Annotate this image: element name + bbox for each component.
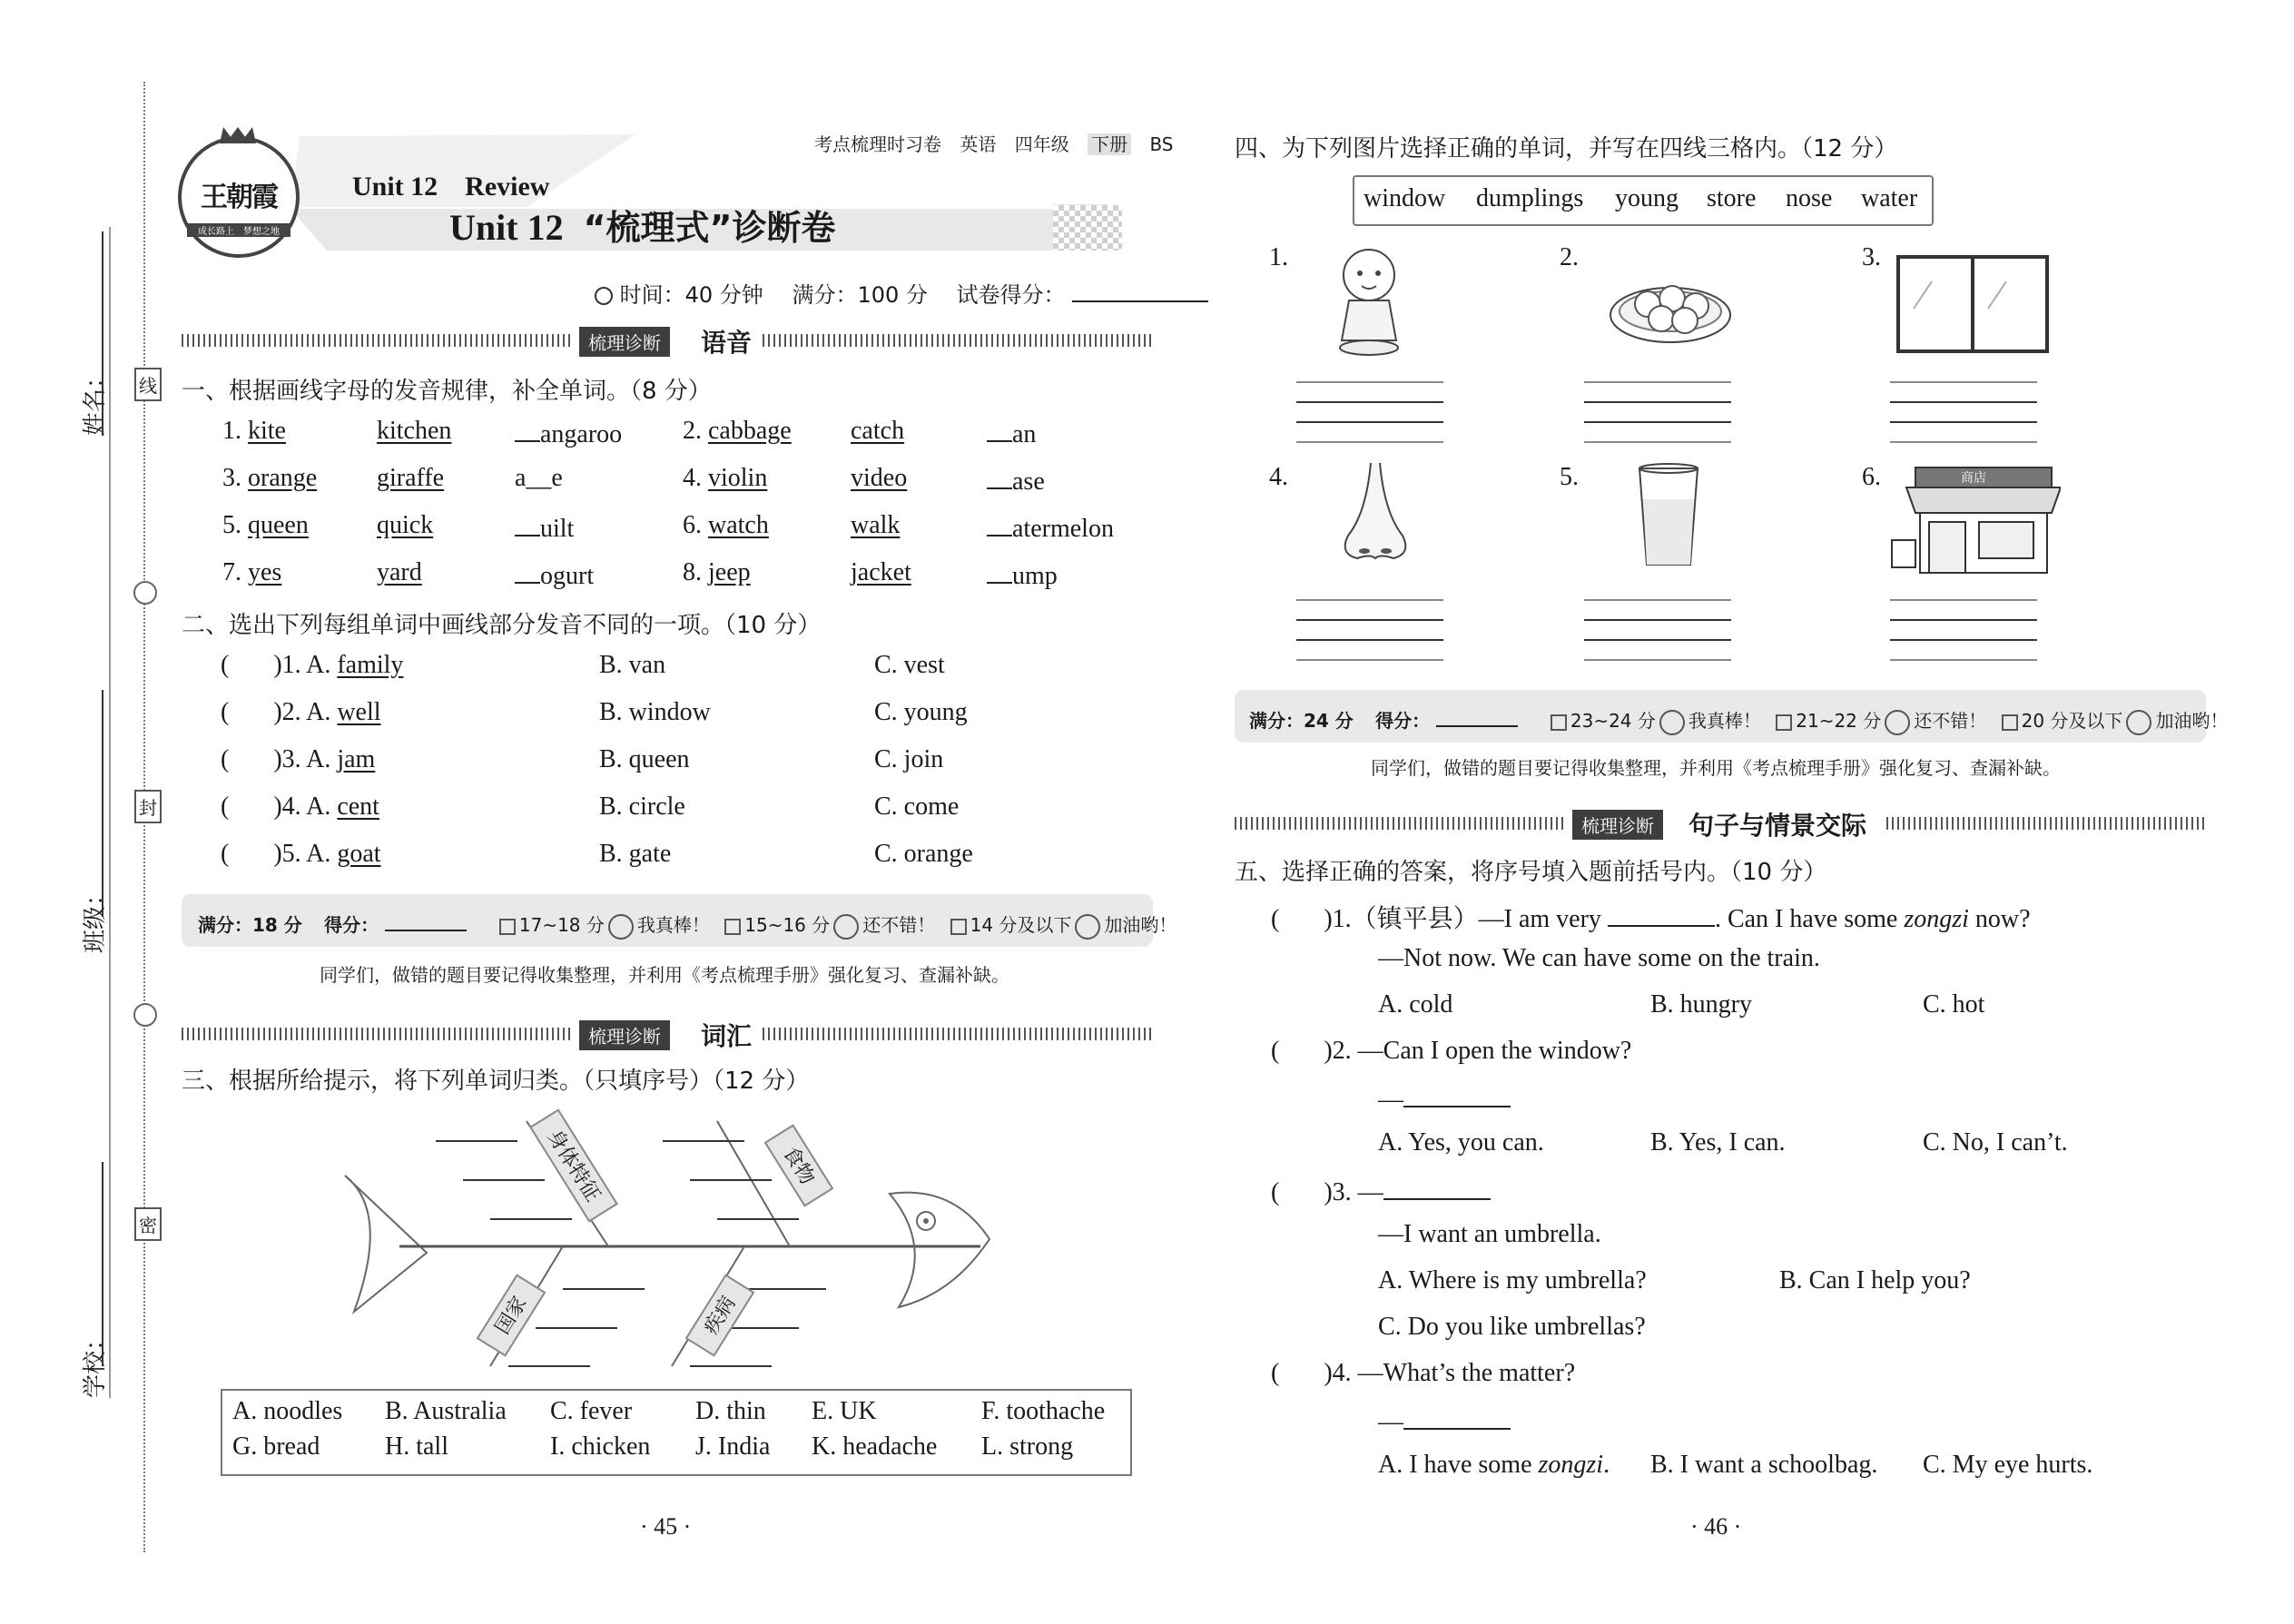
page-title	[449, 200, 836, 250]
title-unit: Unit 12	[449, 207, 564, 248]
section-header-vocab	[182, 1021, 1153, 1051]
q3-option: H. tall	[385, 1432, 448, 1461]
range-3: 20 分及以下	[2021, 710, 2123, 732]
word: yes	[248, 558, 282, 586]
answer-blank[interactable]	[1608, 901, 1715, 927]
logo-motto: 成长路上 梦想之地	[187, 223, 290, 237]
mark-seal: 封	[134, 790, 162, 823]
q4-item-number: 4.	[1269, 463, 1288, 491]
q1-item	[222, 464, 317, 493]
page-number-left: · 45 ·	[640, 1513, 692, 1540]
answer-bracket[interactable]: (	[221, 651, 274, 679]
q2-option-b: B. gate	[599, 840, 672, 868]
q5-reply-2	[1378, 1082, 1511, 1115]
q2-item	[221, 745, 375, 774]
q3-option: C. fever	[550, 1397, 633, 1425]
question-stem: )3. —	[1324, 1178, 1383, 1206]
band-score-field[interactable]	[1436, 707, 1518, 727]
q1-item	[683, 464, 767, 493]
score-band-content	[1249, 706, 2228, 735]
baby-picture	[1324, 241, 1414, 359]
answer-bracket[interactable]: (	[221, 698, 274, 726]
q5-option: C. No, I can’t.	[1923, 1128, 2068, 1156]
divider-right	[763, 334, 1153, 347]
section-tag: 梳理诊断	[579, 327, 670, 357]
section-header-phonics	[182, 328, 1153, 358]
q1-word: video	[851, 464, 908, 492]
q5-title: 五、选择正确的答案，将序号填入题前括号内。（10 分）	[1235, 859, 1827, 886]
q3-option: L. strong	[981, 1432, 1074, 1461]
question-stem: )2. —Can I open the window?	[1324, 1037, 1632, 1065]
fishbone-label-country: 国家	[477, 1274, 546, 1356]
name-label: 姓名：	[82, 364, 109, 436]
praise-3: 加油哟！	[1104, 914, 1177, 936]
q5-option: C. Do you like umbrellas?	[1378, 1313, 1646, 1341]
item-number: )2. A.	[273, 698, 338, 726]
series-info	[814, 130, 1174, 156]
word: violin	[708, 464, 768, 492]
nose-picture	[1330, 458, 1421, 567]
option-a: well	[337, 698, 381, 726]
q2-option-b: B. queen	[599, 745, 690, 773]
q2-item	[221, 698, 381, 727]
word-bank-item: store	[1707, 184, 1757, 212]
q2-option-c: C. join	[874, 745, 944, 773]
word-bank-item: young	[1615, 184, 1679, 212]
answer-blank[interactable]	[1403, 1082, 1511, 1107]
q4-answer-grid[interactable]	[1890, 381, 2037, 441]
q3-option: B. Australia	[385, 1397, 507, 1425]
word-bank-item: dumplings	[1476, 184, 1584, 212]
range-1: 17~18 分	[518, 914, 605, 936]
q4-answer-grid[interactable]	[1296, 381, 1443, 441]
q3-title: 三、根据所给提示，将下列单词归类。（只填序号）（12 分）	[182, 1068, 810, 1095]
word: watch	[708, 511, 769, 539]
q5-option: A. Where is my umbrella?	[1378, 1266, 1647, 1294]
water-glass-picture	[1632, 463, 1705, 572]
page-number-right: · 46 ·	[1690, 1513, 1742, 1540]
q5-question-4	[1271, 1359, 1575, 1388]
divider-left	[182, 334, 572, 347]
item-number: 6.	[683, 511, 708, 539]
exam-time: 时间：40 分钟	[619, 282, 763, 308]
q4-item-number: 2.	[1560, 243, 1579, 271]
praise-2: 还不错！	[862, 914, 936, 936]
q1-item	[683, 511, 769, 540]
q1-blank-word[interactable]	[515, 511, 574, 544]
q1-item	[683, 417, 792, 446]
class-label: 班级：	[82, 881, 109, 953]
name-field[interactable]	[102, 231, 103, 436]
logo-text: 王朝霞	[201, 182, 277, 213]
q1-word: kitchen	[377, 417, 452, 445]
word: jeep	[708, 558, 751, 586]
word-bank-item: water	[1861, 184, 1918, 212]
q1-blank-word[interactable]	[987, 417, 1036, 449]
q3-option: I. chicken	[550, 1432, 651, 1461]
section-title-dialogue: 句子与情景交际	[1689, 811, 1867, 841]
q3-option: E. UK	[812, 1397, 877, 1425]
range-3: 14 分及以下	[970, 914, 1072, 936]
fishbone-diagram	[336, 1103, 1135, 1375]
subject: 英语	[960, 133, 997, 155]
word-bank-item: nose	[1786, 184, 1833, 212]
exam-full-score: 满分：100 分	[792, 282, 928, 308]
unit-review: Unit 12 Review	[352, 172, 550, 202]
q1-word: giraffe	[377, 464, 445, 492]
binding-hole-icon	[133, 1003, 157, 1027]
range-2: 15~16 分	[744, 914, 831, 936]
dash: —	[1378, 1086, 1403, 1114]
q5-option: B. Can I help you?	[1779, 1266, 1971, 1294]
binding-margin	[0, 0, 163, 1624]
q1-word: walk	[851, 511, 901, 539]
edition: BS	[1149, 133, 1174, 155]
cheer-icon	[2126, 710, 2151, 735]
class-field[interactable]	[102, 690, 103, 917]
fishbone-label-food: 食物	[764, 1124, 834, 1206]
item-number: 3.	[222, 464, 248, 492]
q5-option: B. Yes, I can.	[1650, 1128, 1786, 1156]
q4-title: 四、为下列图片选择正确的单词，并写在四线三格内。（12 分）	[1235, 135, 1898, 162]
answer-bracket[interactable]: (	[221, 745, 274, 773]
q3-option: J. India	[695, 1432, 771, 1461]
checkbox[interactable]	[950, 919, 967, 935]
section-title-vocab: 词汇	[701, 1021, 753, 1051]
reminder-text: 同学们，做错的题目要记得收集整理，并利用《考点梳理手册》强化复习、查漏补缺。	[320, 964, 1009, 986]
series-name: 考点梳理时习卷	[814, 133, 941, 155]
q3-option: K. headache	[812, 1432, 938, 1461]
q4-item-number: 5.	[1560, 463, 1579, 491]
school-field[interactable]	[102, 1162, 103, 1366]
q2-option-c: C. come	[874, 792, 960, 821]
section-tag: 梳理诊断	[1572, 810, 1663, 840]
praise-1: 我真棒！	[1688, 710, 1761, 732]
question-stem: )4. —What’s the matter?	[1324, 1359, 1576, 1387]
smile-icon	[1885, 710, 1910, 735]
band-score-field[interactable]	[385, 911, 467, 931]
q4-item-number: 1.	[1269, 243, 1288, 271]
q1-blank-word[interactable]	[987, 558, 1058, 591]
window-picture	[1895, 254, 2050, 354]
q4-answer-grid[interactable]	[1584, 381, 1731, 441]
q1-blank-word[interactable]	[987, 464, 1045, 497]
q5-option: C. My eye hurts.	[1923, 1451, 2093, 1479]
q4-item-number: 6.	[1862, 463, 1881, 491]
q1-item	[222, 417, 286, 446]
q5-option: B. hungry	[1650, 990, 1752, 1019]
q5-option: A. cold	[1378, 990, 1453, 1019]
dumplings-picture	[1607, 259, 1734, 349]
item-number: )3. A.	[273, 745, 338, 773]
answer-bracket[interactable]: (	[221, 840, 274, 868]
option-a: cent	[337, 792, 379, 821]
band-full-score: 满分：24 分	[1249, 710, 1354, 732]
score-band-content	[198, 910, 1177, 940]
school-label: 学校：	[82, 1326, 109, 1398]
q3-option: A. noodles	[232, 1397, 343, 1425]
range-1: 23~24 分	[1570, 710, 1656, 732]
q5-reply-3: —I want an umbrella.	[1378, 1220, 1601, 1248]
smiley-icon	[608, 914, 634, 940]
grade: 四年级	[1014, 133, 1069, 155]
exam-score-label: 试卷得分：	[956, 282, 1066, 308]
option-text: A. I have some	[1378, 1451, 1539, 1479]
q3-option: G. bread	[232, 1432, 320, 1461]
q1-word: jacket	[851, 558, 911, 586]
binding-hole-icon	[133, 581, 157, 605]
answer-bracket[interactable]: (	[221, 792, 274, 821]
word: orange	[248, 464, 318, 492]
q1-blank-word[interactable]	[987, 511, 1114, 544]
item-number: 5.	[222, 511, 248, 539]
fishbone-label-illness: 疾病	[685, 1274, 755, 1356]
exam-meta	[595, 277, 1208, 309]
publisher-logo	[178, 136, 300, 258]
mark-close: 密	[134, 1207, 162, 1241]
q5-option: B. I want a schoolbag.	[1650, 1451, 1878, 1479]
word: kite	[248, 417, 286, 445]
word-tail: ase	[1012, 468, 1045, 496]
q2-option-b: B. van	[599, 651, 666, 679]
q3-option: D. thin	[695, 1397, 766, 1425]
answer-bracket[interactable]: (	[1271, 905, 1324, 933]
cheer-icon	[1075, 914, 1100, 940]
q1-item	[222, 558, 281, 587]
q1-item	[683, 558, 751, 587]
q5-question-1	[1271, 899, 2031, 935]
q5-question-3	[1271, 1175, 1491, 1207]
item-number: 7.	[222, 558, 248, 586]
checkbox[interactable]	[2002, 714, 2018, 731]
q5-reply-1: —Not now. We can have some on the train.	[1378, 944, 1820, 972]
word-bank-item: window	[1364, 184, 1446, 212]
word-tail: angaroo	[540, 420, 623, 448]
q1-word: quick	[377, 511, 434, 539]
q2-option-b: B. window	[599, 698, 711, 726]
store-picture	[1888, 458, 2061, 576]
option-end: .	[1603, 1451, 1610, 1479]
q5-option	[1378, 1451, 1610, 1480]
checkbox[interactable]	[1551, 714, 1567, 731]
item-number: 2.	[683, 417, 708, 445]
range-2: 21~22 分	[1796, 710, 1882, 732]
q2-option-b: B. circle	[599, 792, 685, 821]
praise-3: 加油哟！	[2155, 710, 2229, 732]
checkbox[interactable]	[724, 919, 741, 935]
reminder-text: 同学们，做错的题目要记得收集整理，并利用《考点梳理手册》强化复习、查漏补缺。	[1371, 757, 2061, 779]
band-full-score: 满分：18 分	[198, 914, 302, 936]
checkbox[interactable]	[1776, 714, 1792, 731]
dash: —	[1378, 1408, 1403, 1436]
store-sign: 商店	[1961, 471, 1986, 486]
answer-blank[interactable]	[1403, 1404, 1511, 1430]
band-score-label: 得分：	[1375, 710, 1431, 732]
mark-line: 线	[134, 368, 162, 401]
answer-bracket[interactable]: (	[1271, 1178, 1324, 1206]
item-number: 8.	[683, 558, 708, 586]
word: cabbage	[708, 417, 792, 445]
q1-title: 一、根据画线字母的发音规律，补全单词。（8 分）	[182, 378, 712, 405]
q2-item	[221, 792, 379, 822]
checkbox[interactable]	[499, 919, 516, 935]
q1-blank-word[interactable]	[515, 558, 594, 591]
italic-word: zongzi	[1904, 905, 1969, 933]
section-header-dialogue	[1235, 811, 2206, 841]
q1-blank-word[interactable]: a__e	[515, 464, 563, 492]
q4-answer-grid[interactable]	[1584, 599, 1731, 659]
q2-item	[221, 651, 403, 680]
q4-answer-grid[interactable]	[1296, 599, 1443, 659]
question-stem: )1.（镇平县）—I am very	[1324, 905, 1608, 933]
q1-word: yard	[377, 558, 422, 586]
q5-question-2	[1271, 1037, 1631, 1066]
praise-1: 我真棒！	[636, 914, 710, 936]
smile-icon	[833, 914, 859, 940]
clock-icon	[595, 287, 613, 305]
q2-option-c: C. vest	[874, 651, 945, 679]
band-score-label: 得分：	[324, 914, 379, 936]
divider-left	[182, 1028, 572, 1040]
word-tail: an	[1012, 420, 1037, 448]
q2-option-c: C. orange	[874, 840, 973, 868]
word-tail: atermelon	[1012, 515, 1114, 543]
option-a: family	[337, 651, 404, 679]
smiley-icon	[1659, 710, 1685, 735]
checker-pattern	[1053, 205, 1122, 251]
q4-answer-grid[interactable]	[1890, 599, 2037, 659]
item-number: )5. A.	[273, 840, 338, 868]
option-a: goat	[337, 840, 381, 868]
q5-option: A. Yes, you can.	[1378, 1128, 1544, 1156]
word-tail: uilt	[540, 515, 575, 543]
word: queen	[248, 511, 309, 539]
q5-reply-4	[1378, 1404, 1511, 1437]
q2-title: 二、选出下列每组单词中画线部分发音不同的一项。（10 分）	[182, 612, 822, 639]
section-title-phonics: 语音	[701, 328, 753, 358]
word-tail: ump	[1012, 562, 1058, 590]
q1-item	[222, 511, 309, 540]
q1-blank-word[interactable]	[515, 417, 622, 449]
fishbone-label-body: 身体特征	[529, 1108, 618, 1222]
q3-option: F. toothache	[981, 1397, 1106, 1425]
q1-word: catch	[851, 417, 905, 445]
question-end: now?	[1968, 905, 2031, 933]
answer-blank[interactable]	[1383, 1175, 1491, 1200]
item-number: )4. A.	[273, 792, 338, 821]
title-text: “梳理式”诊断卷	[583, 208, 836, 248]
exam-score-field[interactable]	[1072, 277, 1208, 302]
q2-option-c: C. young	[874, 698, 968, 726]
italic-word: zongzi	[1538, 1451, 1604, 1479]
divider-left	[1235, 817, 1566, 830]
word-tail: ogurt	[540, 562, 595, 590]
volume: 下册	[1088, 133, 1131, 155]
divider-right	[1886, 817, 2206, 830]
section-tag: 梳理诊断	[579, 1020, 670, 1050]
question-tail: . Can I have some	[1714, 905, 1905, 933]
option-a: jam	[337, 745, 376, 773]
praise-2: 还不错！	[1914, 710, 1987, 732]
q4-item-number: 3.	[1862, 243, 1881, 271]
item-number: 4.	[683, 464, 708, 492]
item-number: )1. A.	[273, 651, 338, 679]
answer-bracket[interactable]: (	[1271, 1359, 1324, 1387]
item-number: 1.	[222, 417, 248, 445]
q5-option: C. hot	[1923, 990, 1985, 1019]
answer-bracket[interactable]: (	[1271, 1037, 1324, 1065]
q2-item	[221, 840, 381, 869]
divider-right	[763, 1028, 1153, 1040]
